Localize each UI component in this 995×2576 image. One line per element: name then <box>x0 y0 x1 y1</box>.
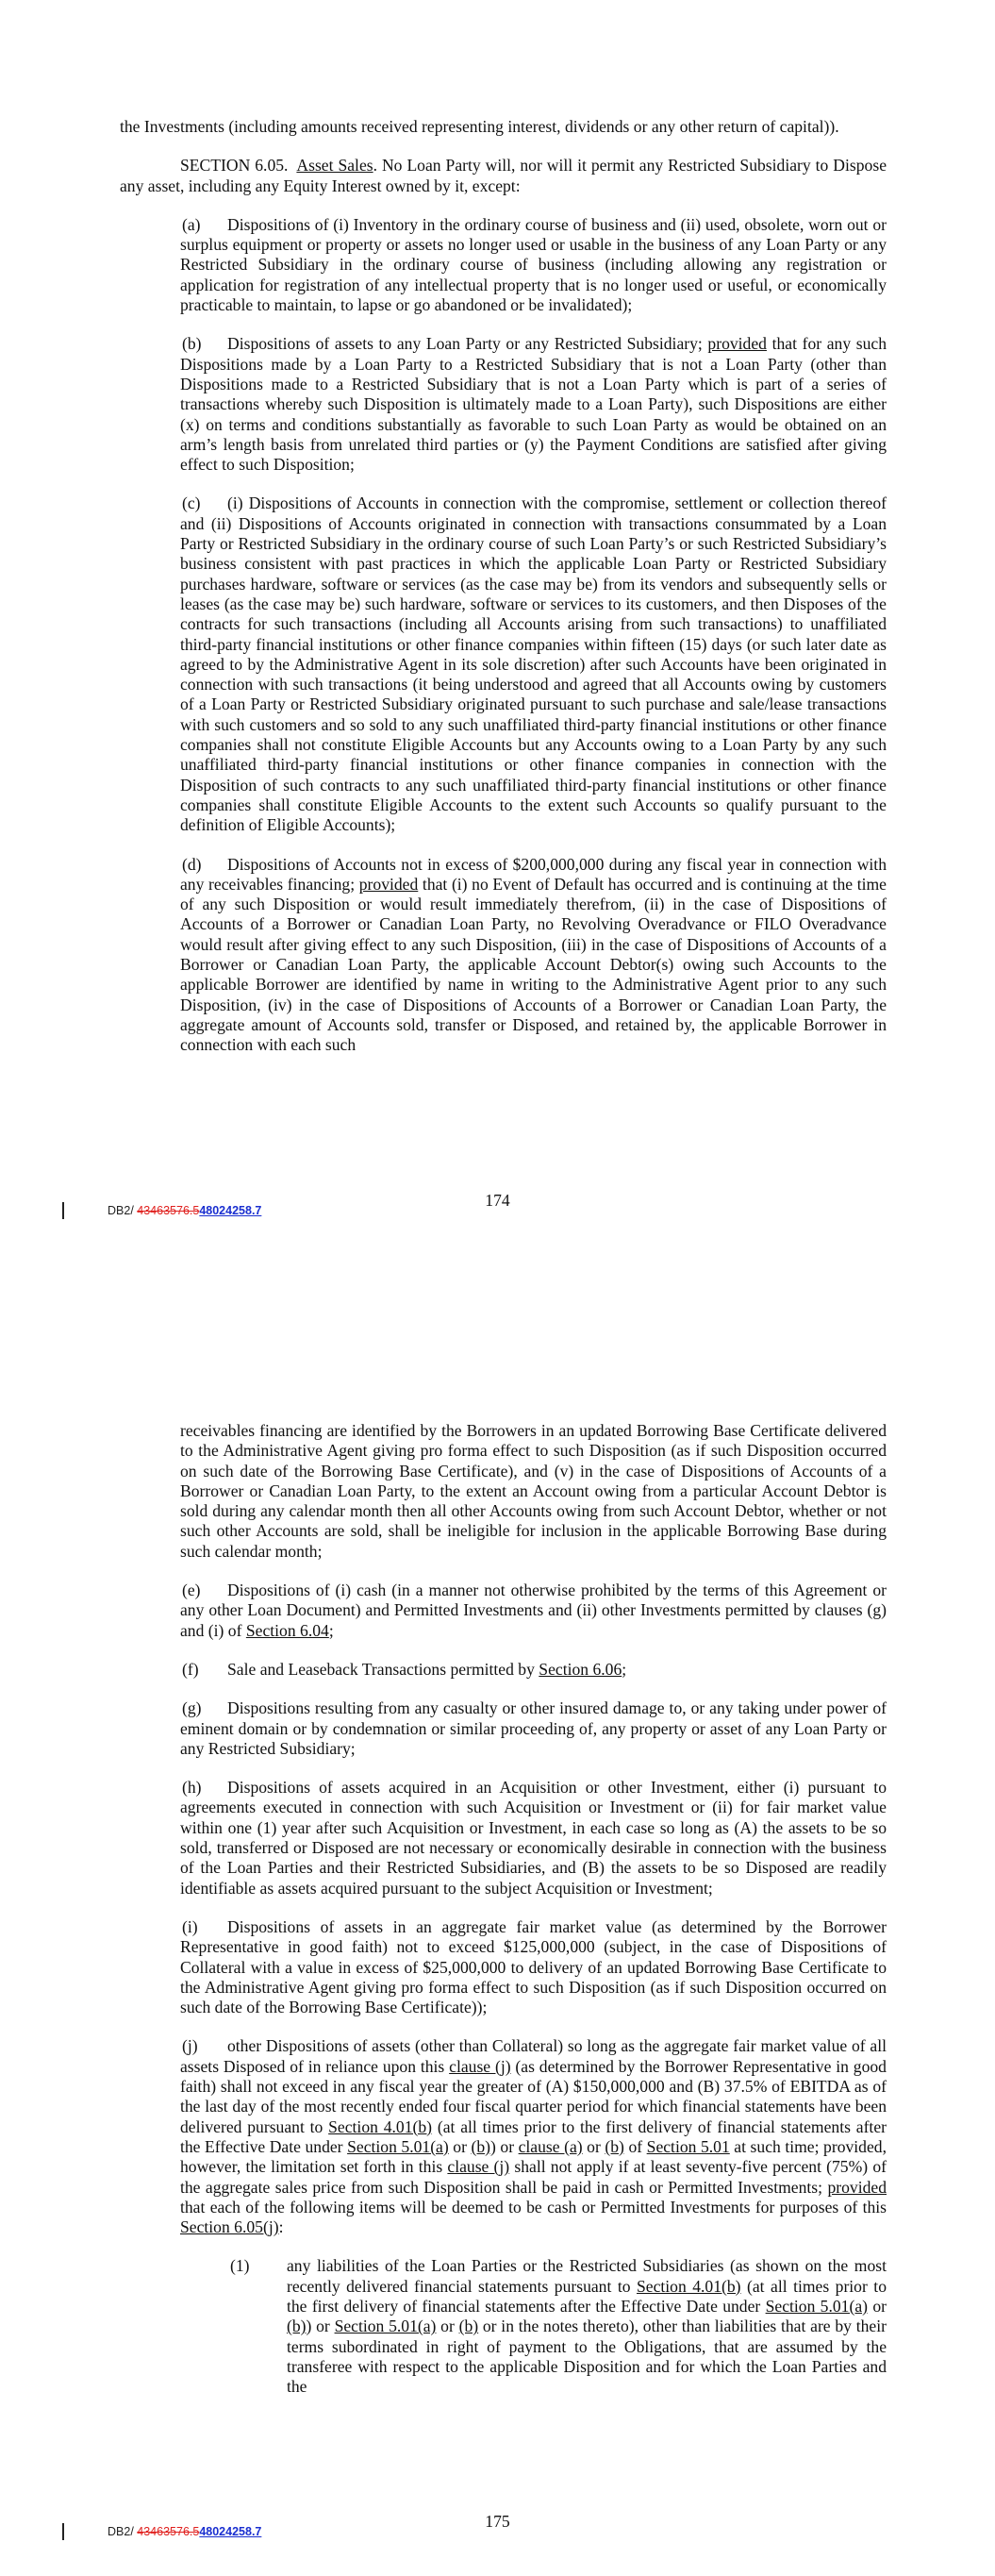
clause-c <box>120 493 887 835</box>
clause-label: (j) <box>182 2036 198 2056</box>
clause-i <box>120 1917 887 2017</box>
clause-label: (1) <box>230 2256 250 2276</box>
clause-label: (h) <box>182 1778 202 1798</box>
provided-term: provided <box>707 334 767 354</box>
clause-text: Dispositions of assets to any Loan Party or any Restricted Subsidiary; <box>227 334 708 354</box>
clause-text: any liabilities of the Loan Parties or the Restricted Subsidiaries (as shown on the most recently delivered financial statements pursuant to <box>287 2256 887 2296</box>
provided-term: provided <box>358 874 419 894</box>
clause-text: or in the notes thereto), other than liabilities that are by their terms subordinated in right of payment to the Obligations, that are assumed by the transferee with respect to the applicable Disposition and for which the Loan Parties and the <box>287 2317 887 2397</box>
section-6-05-heading <box>120 156 887 196</box>
clause-text: (as determined by the Borrower Representative in good faith) shall not exceed in any fiscal year the greater of (A) $150,000,000 and (B) 37.5% of EBITDA as of the last day of the most recently ended four fiscal quarter period for which financial statements have been delivered pursuant to <box>180 2056 887 2136</box>
clause-text: (at all times prior to the first delivery of financial statements after the Effective Date under <box>287 2276 887 2316</box>
page-175-body <box>120 1421 887 2416</box>
clause-ref: clause (j) <box>447 2157 510 2177</box>
section-ref: Section 5.01 <box>646 2136 730 2156</box>
clause-label: (f) <box>182 1659 199 1679</box>
clause-a <box>120 215 887 315</box>
section-ref: (b) <box>287 2317 307 2336</box>
page-175 <box>0 1255 995 2576</box>
clause-f <box>120 1660 887 1680</box>
section-ref: (b) <box>471 2136 490 2156</box>
clause-b <box>120 334 887 475</box>
clause-text: Dispositions of assets in an aggregate fair market value (as determined by the Borrower Representative in good faith) not to exceed $125,000,000 (subject, in the case of Dispositions of Collateral with a value in excess of $25,000,000 to delivery of an updated Borrowing Base Certificate to the Administrative Agent giving pro forma effect to such Disposition (as if such Disposition occurred on such date of the Borrowing Base Certificate)); <box>180 1916 887 2017</box>
clause-label: (c) <box>182 493 201 513</box>
docid-prefix: DB2/ <box>108 2525 134 2538</box>
continuation-text: receivables financing are identified by the Borrowers in an updated Borrowing Base Certificate delivered to the Administrative Agent giving pro forma effect to such Disposition (as if such Disposition occurred on such date of the Borrowing Base Certificate), and (v) in the case of Dispositions of Accounts of a Borrower or Canadian Loan Party, to the extent an Account owing from a particular Account Debtor is sold during any calendar month then all other Accounts owing from such Account Debtor, whether or not such other Accounts are sold, shall be ineligible for inclusion in the applicable Borrowing Base during such calendar month; <box>180 1421 887 1561</box>
clause-label: (g) <box>182 1698 202 1718</box>
clause-text: or <box>868 2296 887 2316</box>
clause-text: Dispositions of (i) cash (in a manner not otherwise prohibited by the terms of this Agreement or any other Loan Document) and Permitted Investments and (ii) other Investments permitted by clauses (g) and (i) of <box>180 1581 887 1640</box>
clause-text: Dispositions of (i) Inventory in the ordinary course of business and (ii) used, obsolete, worn out or surplus equipment or property or assets no longer used or usable in the business of any Loan Party or any Restricted Subsidiary in the ordinary course of business (including allowing any registration or application for registration of any intellectual property that is no longer used or useful, or economically practicable to maintain, to lapse or go abandoned or be invalidated); <box>180 214 887 315</box>
clause-j <box>120 2036 887 2237</box>
page-174-body <box>120 117 887 1074</box>
section-ref: Section 6.04 <box>245 1620 329 1640</box>
clause-d-continuation <box>120 1421 887 1562</box>
page-174-footer <box>0 1191 995 1236</box>
clause-text: or <box>436 2317 459 2336</box>
clause-text: that for any such Dispositions made by a Loan Party to a Restricted Subsidiary that is not a Loan Party (other than Dispositions made to a Restricted Subsidiary that is not a Loan Party which is part of a series of transactions whereby such Disposition is ultimately made to a Loan Party), such Dispositions are either (x) on terms and conditions substantially as favorable to such Loan Party as would be obtained on an arm’s length basis from unrelated third parties or (y) the Payment Conditions are satisfied after giving effect to such Disposition; <box>180 334 887 475</box>
clause-label: (e) <box>182 1581 201 1600</box>
docid-new: 48024258.7 <box>199 1204 262 1217</box>
intro-paragraph: the Investments (including amounts received representing interest, dividends or any other return of capital)). <box>120 117 839 136</box>
page-174 <box>0 0 995 1255</box>
clause-text: ; <box>328 1620 334 1640</box>
section-ref: Section 5.01(a) <box>334 2317 437 2336</box>
section-ref: Section 6.05(j) <box>180 2217 279 2237</box>
section-title: Asset Sales <box>296 156 373 176</box>
section-number: SECTION 6.05. <box>180 156 289 176</box>
clause-text: shall not apply if at least seventy-five percent (75%) of the aggregate sales price from such Disposition shall be paid in cash or Permitted Investments; <box>180 2157 887 2197</box>
section-ref: Section 4.01(b) <box>636 2276 741 2296</box>
clause-text: that each of the following items will be deemed to be cash or Permitted Investments for purposes of this <box>180 2197 887 2216</box>
provided-term: provided <box>827 2177 887 2197</box>
clause-text: ) or <box>306 2317 335 2336</box>
section-ref: (b) <box>458 2317 479 2336</box>
docid-new: 48024258.7 <box>199 2525 262 2538</box>
clause-g <box>120 1698 887 1759</box>
clause-h <box>120 1778 887 1899</box>
clause-text: or <box>448 2136 472 2156</box>
page-number: 175 <box>485 2512 510 2531</box>
clause-text: : <box>278 2217 284 2237</box>
clause-text: or <box>582 2136 605 2156</box>
clause-text: other Dispositions of assets (other than Collateral) so long as the aggregate fair market value of all assets Disposed of in reliance upon this <box>180 2036 887 2076</box>
docid-old: 43463576.5 <box>137 2525 200 2538</box>
clause-label: (d) <box>182 854 202 874</box>
docid-old: 43463576.5 <box>137 1204 200 1217</box>
clause-text: ) or <box>490 2136 519 2156</box>
clause-text: (at all times prior to the first delivery of financial statements after the Effective Date under <box>180 2116 887 2156</box>
section-ref: Section 5.01(a) <box>765 2296 869 2316</box>
clause-j-1 <box>120 2256 887 2397</box>
clause-text: Dispositions resulting from any casualty or other insured damage to, or any taking under power of eminent domain or by condemnation or similar proceeding of, any property or asset of any Loan Party or any Restricted Subsidiary; <box>180 1698 887 1758</box>
section-ref: Section 6.06 <box>539 1659 622 1679</box>
clause-text: ; <box>622 1659 627 1679</box>
section-intro-text: . No Loan Party will, nor will it permit any Restricted Subsidiary to Dispose any asset, including any Equity Interest owned by it, except: <box>120 156 887 195</box>
clause-label: (a) <box>182 214 201 234</box>
clause-text: Dispositions of assets acquired in an Acquisition or other Investment, either (i) pursuant to agreements executed in connection with such Acquisition or Investment or (ii) for fair market value within one (1) year after such Acquisition or Investment, in each case so long as (A) the assets to be so sold, transferred or Disposed are not necessary or economically desirable in connection with the business of the Loan Parties and their Restricted Subsidiaries, and (B) the assets to be so Disposed are readily identifiable as assets acquired pursuant to the subject Acquisition or Investment; <box>180 1778 887 1898</box>
clause-text: at such time; provided, however, the limitation set forth in this <box>180 2136 887 2177</box>
clause-label: (b) <box>182 334 202 354</box>
clause-ref: (b) <box>605 2136 624 2156</box>
section-ref: Section 4.01(b) <box>328 2116 433 2136</box>
clause-text: that (i) no Event of Default has occurred and is continuing at the time of any such Disposition or would result immediately therefrom, (ii) in the case of Dispositions of Accounts of a Borrower or Canadian Loan Party, no Revolving Overadvance or FILO Overadvance would result after giving effect to any such Disposition, (iii) in the case of Dispositions of Accounts of a Borrower or Canadian Loan Party, the applicable Account Debtor(s) owing such Accounts to the applicable Borrower are identified by name in writing to the Administrative Agent prior to any such Disposition, (iv) in the case of Dispositions of Accounts of a Borrower or Canadian Loan Party, the aggregate amount of Accounts sold, transfer or Disposed, and retained by, the applicable Borrower in connection with each such <box>180 874 887 1055</box>
docid-prefix: DB2/ <box>108 1204 134 1217</box>
clause-text: (i) Dispositions of Accounts in connection with the compromise, settlement or collection thereof and (ii) Dispositions of Accounts originated in connection with transactions consummated by a Loan Party or Restricted Subsidiary in the ordinary course of such Loan Party’s or such Restricted Subsidiary’s business consistent with past practices in which the applicable Loan Party or Restricted Subsidiary purchases hardware, software or services (as the case may be) from its vendors and subsequently sells or leases (as the case may be) such hardware, software or services to its customers, and then Disposes of the contracts for such transactions (including all Accounts arising from such transactions) to unaffiliated third-party financial institutions or other finance companies within fifteen (15) days (or such later date as agreed to by the Administrative Agent in its sole discretion) after such Accounts have been originated in connection with such transactions (it being understood and agreed that all Accounts owing by customers of a Loan Party or Restricted Subsidiary originated pursuant to such purchase and sale/lease transactions with such customers and so sold to any such unaffiliated third-party financial institutions or other finance companies shall not constitute Eligible Accounts but any Accounts owing to a Loan Party by any such unaffiliated third-party financial institutions or other finance companies in connection with the Disposition of such contracts to any such unaffiliated third-party financial institutions or other finance companies shall constitute Eligible Accounts to the extent such Accounts so qualify pursuant to the definition of Eligible Accounts); <box>180 493 887 835</box>
clause-text: of <box>623 2136 647 2156</box>
clause-text: Dispositions of Accounts not in excess of $200,000,000 during any fiscal year in connection with any receivables financing; <box>180 854 887 894</box>
clause-ref: clause (a) <box>518 2136 583 2156</box>
clause-d <box>120 855 887 1056</box>
page-number: 174 <box>485 1191 510 1210</box>
section-ref: Section 5.01(a) <box>347 2136 449 2156</box>
clause-label: (i) <box>182 1916 198 1936</box>
page-175-footer <box>0 2512 995 2557</box>
clause-ref: clause (j) <box>449 2056 511 2076</box>
clause-e <box>120 1581 887 1641</box>
clause-text: Sale and Leaseback Transactions permitted by <box>227 1659 539 1679</box>
